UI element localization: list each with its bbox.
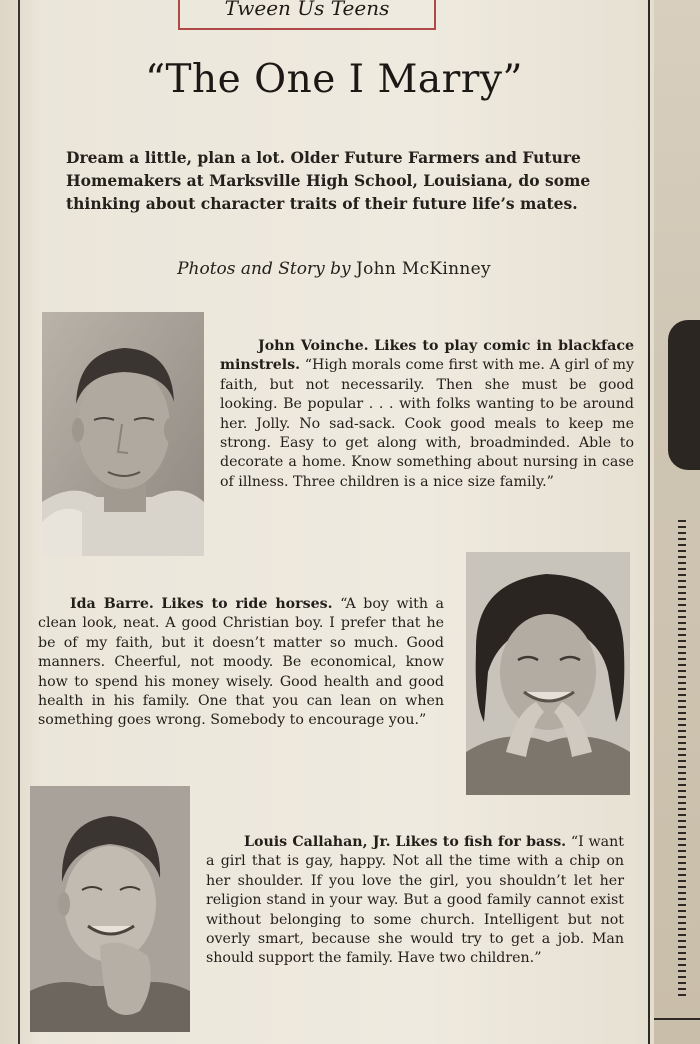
- section-header-box: [178, 0, 436, 30]
- entry-louis-callahan: [206, 833, 624, 969]
- entry-likes: Likes to fish for bass.: [395, 834, 567, 850]
- byline-credit: Photos and Story by: [177, 259, 351, 279]
- right-column-rule: [648, 0, 650, 1044]
- entry-name: Ida Barre.: [70, 596, 154, 612]
- entry-ida-barre: [38, 595, 444, 731]
- entry-quote: “I want a girl that is gay, happy. Not all the time with a chip on her shoulder. If you love the girl, you shouldn’t let her religion stand in your way. But a good family cannot exist without belonging to some church. Intelligent but not overly smart, because she would try to get a job. Man should support the family. Have two children.”: [206, 834, 624, 967]
- article-title: “The One I Marry”: [145, 57, 523, 102]
- portrait-louis-callahan-icon: [30, 786, 190, 1032]
- entry-quote: “High morals come first with me. A girl of my faith, but not necessarily. Then she must be good looking. Be popular . . . with folks wanting to be around her. Jolly. No sad-sack. Cook good meals to keep me strong. Easy to get along with, broadminded. Able to decorate a home. Know something about nursing in case of illness. Three children is a nice size family.”: [220, 357, 634, 490]
- entry-likes: Likes to ride horses.: [161, 596, 333, 612]
- bottom-corner-rule: [654, 1018, 700, 1020]
- entry-quote: “A boy with a clean look, neat. A good Christian boy. I prefer that he be of my faith, but it doesn’t matter so much. Good manners. Cheerful, not moody. Be economical, know how to spend his money wisely. Good health and good health in his family. One that you can lean on when something goes wrong. Somebody to encourage you.”: [38, 596, 444, 729]
- portrait-john-voinche-icon: [42, 312, 204, 556]
- entry-john-voinche: [220, 337, 634, 492]
- entry-name: Louis Callahan, Jr.: [244, 834, 391, 850]
- entry-name: John Voinche.: [258, 338, 369, 354]
- left-column-rule: [18, 0, 20, 1044]
- section-header: Tween Us Teens: [224, 0, 390, 20]
- margin-scrawl: [662, 20, 692, 280]
- byline-author: John McKinney: [356, 259, 491, 279]
- portrait-ida-barre-icon: [466, 552, 630, 795]
- article-intro: Dream a little, plan a lot. Older Future Farmers and Future Homemakers at Marksville High School, Louisiana, do some thinking about character traits of their future life’s mates.: [66, 148, 591, 213]
- adjacent-dark-shape: [668, 320, 700, 470]
- byline: [20, 257, 648, 281]
- entry-likes: Likes to play comic in blackface minstrels.: [220, 338, 634, 374]
- adjacent-tick-rule: [678, 520, 686, 1000]
- adjacent-page-strip: [654, 0, 700, 1044]
